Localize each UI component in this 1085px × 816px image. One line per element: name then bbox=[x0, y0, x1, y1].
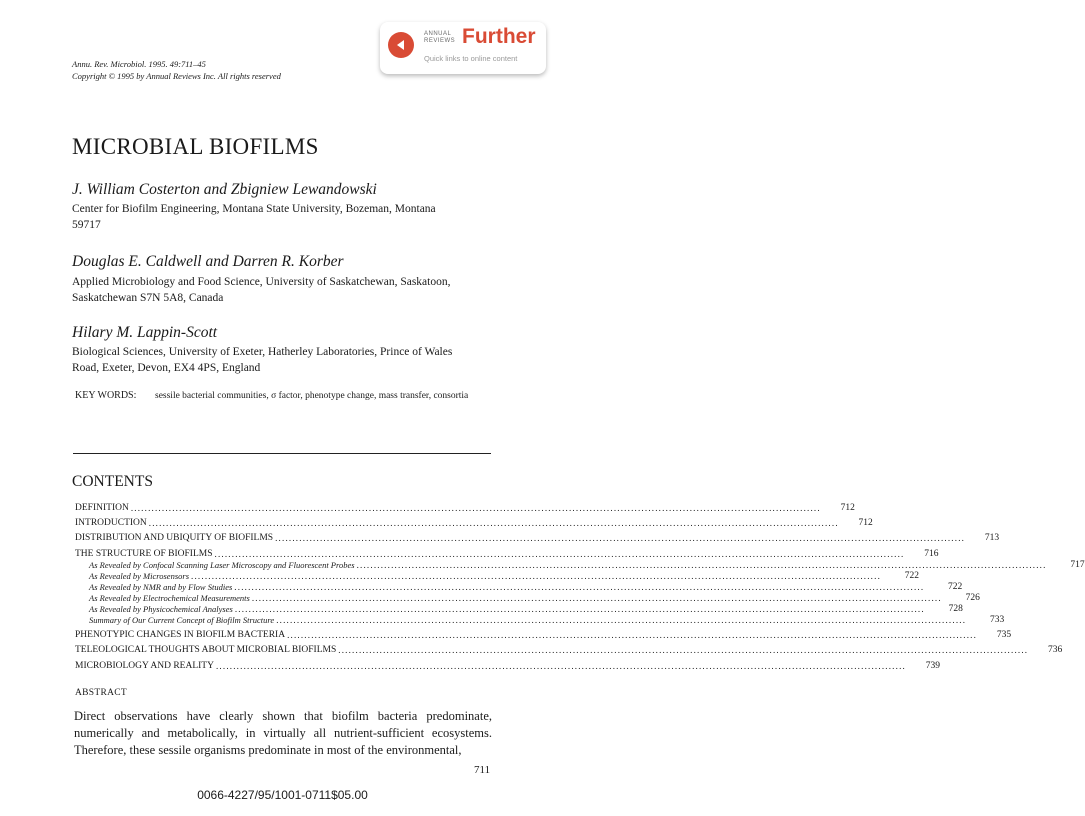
author-names: Hilary M. Lappin-Scott bbox=[72, 324, 218, 341]
citation-line1: Annu. Rev. Microbiol. 1995. 49:711–45 bbox=[72, 59, 206, 69]
footer-code: 0066-4227/95/1001-0711$05.00 bbox=[197, 788, 368, 802]
article-title: MICROBIAL BIOFILMS bbox=[72, 134, 319, 159]
toc-leader: ........................................................................................................................................................................................................ bbox=[215, 661, 906, 671]
toc-page: 739 bbox=[925, 661, 940, 671]
author-names: J. William Costerton and Zbigniew Lewandowski bbox=[72, 181, 377, 198]
toc-label: As Revealed by NMR and by Flow Studies bbox=[89, 582, 233, 592]
badge-subtitle: Quick links to online content bbox=[424, 54, 518, 63]
toc-page: 733 bbox=[989, 615, 1005, 625]
toc-page: 712 bbox=[858, 518, 873, 528]
toc-leader: ........................................................................................................................................................................................................ bbox=[275, 533, 966, 543]
badge-brand-line2: REVIEWS bbox=[424, 38, 456, 44]
contents-heading: CONTENTS bbox=[72, 473, 153, 490]
toc-label: PHENOTYPIC CHANGES IN BIOFILM BACTERIA bbox=[75, 630, 286, 640]
toc-leader: ........................................................................................................................................................................................................ bbox=[234, 582, 925, 592]
badge-brand bbox=[424, 31, 455, 45]
badge-word: Further bbox=[462, 25, 536, 48]
toc-page: 712 bbox=[840, 503, 855, 513]
author-affiliation bbox=[72, 344, 492, 376]
toc-page: 728 bbox=[948, 604, 963, 614]
toc-label: DEFINITION bbox=[75, 503, 129, 513]
section-divider bbox=[73, 453, 491, 454]
toc-entry[interactable] bbox=[75, 518, 873, 528]
toc-leader: ........................................................................................................................................................................................................ bbox=[356, 560, 1047, 570]
toc-subentry[interactable] bbox=[89, 571, 920, 581]
toc-page: 722 bbox=[904, 571, 920, 581]
toc-subentry[interactable] bbox=[89, 582, 963, 592]
toc-label: TELEOLOGICAL THOUGHTS ABOUT MICROBIAL BIOFILMS bbox=[75, 645, 337, 655]
toc-leader: ........................................................................................................................................................................................................ bbox=[214, 549, 905, 559]
toc-subentry[interactable] bbox=[89, 615, 1005, 625]
toc-page: 736 bbox=[1048, 645, 1063, 655]
affiliation-line: Biological Sciences, University of Exeter, Hatherley Laboratories, Prince of Wales bbox=[72, 346, 453, 358]
citation-line2: Copyright © 1995 by Annual Reviews Inc. All rights reserved bbox=[72, 71, 281, 81]
toc-entry[interactable] bbox=[75, 503, 855, 513]
toc-leader: ........................................................................................................................................................................................................ bbox=[338, 645, 1029, 655]
toc-leader: ........................................................................................................................................................................................................ bbox=[251, 593, 942, 603]
keywords-label: KEY WORDS: bbox=[75, 390, 137, 401]
affiliation-line: 59717 bbox=[72, 219, 101, 231]
affiliation-line: Road, Exeter, Devon, EX4 4PS, England bbox=[72, 362, 261, 374]
toc-label: INTRODUCTION bbox=[75, 518, 147, 528]
affiliation-line: Saskatchewan S7N 5A8, Canada bbox=[72, 292, 224, 304]
page-number: 711 bbox=[474, 764, 491, 776]
toc-label: As Revealed by Microsensors bbox=[89, 571, 190, 581]
toc-page: 726 bbox=[965, 593, 980, 603]
toc-entry[interactable] bbox=[75, 549, 939, 559]
toc-label: THE STRUCTURE OF BIOFILMS bbox=[75, 549, 213, 559]
further-badge[interactable] bbox=[380, 22, 546, 74]
affiliation-line: Center for Biofilm Engineering, Montana State University, Bozeman, Montana bbox=[72, 203, 436, 215]
toc-label: MICROBIOLOGY AND REALITY bbox=[75, 661, 214, 671]
keywords-text: sessile bacterial communities, σ factor, phenotype change, mass transfer, consortia bbox=[155, 391, 469, 401]
toc-leader: ........................................................................................................................................................................................................ bbox=[287, 630, 978, 640]
toc-entry[interactable] bbox=[75, 630, 1012, 640]
toc-label: DISTRIBUTION AND UBIQUITY OF BIOFILMS bbox=[75, 533, 274, 543]
toc-leader: ........................................................................................................................................................................................................ bbox=[234, 604, 925, 614]
toc-leader: ........................................................................................................................................................................................................ bbox=[130, 503, 821, 513]
toc-label: As Revealed by Confocal Scanning Laser Microscopy and Fluorescent Probes bbox=[89, 560, 355, 570]
toc-page: 717 bbox=[1070, 560, 1085, 570]
toc-entry[interactable] bbox=[75, 661, 940, 671]
toc-leader: ........................................................................................................................................................................................................ bbox=[191, 571, 882, 581]
author-affiliation bbox=[72, 274, 492, 306]
toc-subentry[interactable] bbox=[89, 593, 980, 603]
toc-page: 735 bbox=[996, 630, 1012, 640]
affiliation-line: Applied Microbiology and Food Science, University of Saskatchewan, Saskatoon, bbox=[72, 276, 451, 288]
toc-subentry[interactable] bbox=[89, 604, 963, 614]
toc-label: As Revealed by Electrochemical Measurements bbox=[89, 593, 250, 603]
toc-page: 713 bbox=[984, 533, 1000, 543]
author-affiliation bbox=[72, 201, 492, 233]
abstract-heading: ABSTRACT bbox=[75, 688, 128, 698]
toc-leader: ........................................................................................................................................................................................................ bbox=[276, 615, 967, 625]
badge-brand-line1: ANNUAL bbox=[424, 31, 452, 37]
toc-label: As Revealed by Physicochemical Analyses bbox=[89, 604, 233, 614]
author-names: Douglas E. Caldwell and Darren R. Korber bbox=[72, 253, 344, 270]
toc-entry[interactable] bbox=[75, 645, 1063, 655]
toc-leader: ........................................................................................................................................................................................................ bbox=[148, 518, 839, 528]
toc-entry[interactable] bbox=[75, 533, 1000, 543]
arrow-left-icon bbox=[388, 32, 414, 58]
toc-subentry[interactable] bbox=[89, 560, 1085, 570]
toc-page: 722 bbox=[948, 582, 963, 592]
toc-page: 716 bbox=[924, 549, 939, 559]
abstract-text: Direct observations have clearly shown that biofilm bacteria predominate, numerically and metabolically, in virtually all nutrient-sufficient ecosystems. Therefore, these sessile organisms predominate in most of the environmental, bbox=[74, 709, 492, 757]
toc-label: Summary of Our Current Concept of Biofilm Structure bbox=[89, 615, 275, 625]
